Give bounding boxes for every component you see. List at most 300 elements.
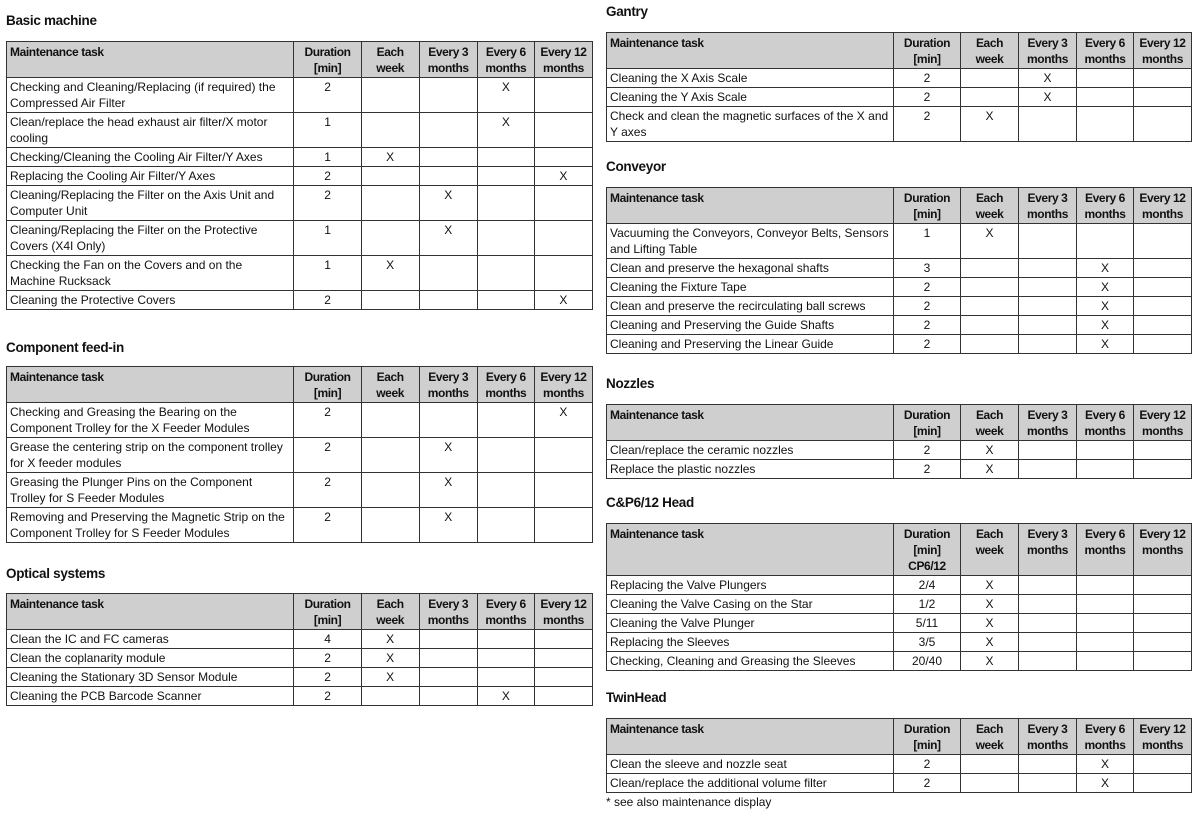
every-6-months-cell	[1077, 595, 1134, 614]
each-week-cell: X	[361, 256, 419, 291]
header-label: months	[542, 386, 584, 400]
task-cell: Cleaning the X Axis Scale	[607, 69, 894, 88]
header-label: [min]	[913, 543, 941, 557]
section-basic-machine	[6, 11, 593, 310]
maintenance-table	[606, 718, 1192, 793]
header-label: Every 6	[485, 45, 526, 59]
every-3-months-cell	[419, 291, 477, 310]
task-cell: Cleaning the Y Axis Scale	[607, 88, 894, 107]
duration-cell: 2	[294, 687, 361, 706]
every-12-months-cell	[534, 687, 592, 706]
duration-cell: 2	[294, 508, 361, 543]
section-title: Gantry	[606, 4, 648, 19]
every-12-months-cell	[534, 148, 592, 167]
task-cell: Cleaning the Fixture Tape	[607, 278, 894, 297]
header-label: Every 3	[1027, 36, 1068, 50]
every-3-months-cell	[419, 167, 477, 186]
duration-cell: 2	[294, 78, 361, 113]
every-6-months-cell	[477, 256, 534, 291]
every-12-months-cell	[1134, 460, 1192, 479]
header-label: months	[1142, 52, 1183, 66]
table-row	[607, 224, 1192, 259]
header-row	[7, 367, 593, 403]
every-3-months-cell	[1019, 335, 1077, 354]
duration-cell: 2	[894, 69, 961, 88]
every-12-months-cell	[534, 508, 592, 543]
header-label: Every 12	[1139, 722, 1186, 736]
table-row	[7, 167, 593, 186]
section-cp-head	[606, 493, 1192, 671]
each-week-cell	[361, 473, 419, 508]
every-3-months-cell	[1019, 259, 1077, 278]
header-label: Every 3	[1027, 527, 1068, 541]
section-title: TwinHead	[606, 690, 667, 705]
every-12-months-cell	[1134, 69, 1192, 88]
task-cell: Cleaning/Replacing the Filter on the Axis Unit and Computer Unit	[7, 186, 294, 221]
task-cell: Removing and Preserving the Magnetic Strip on the Component Trolley for S Feeder Modules	[7, 508, 294, 543]
table-row	[607, 107, 1192, 142]
every-3-months-cell	[419, 256, 477, 291]
table-row	[607, 576, 1192, 595]
header-every-12-months	[1134, 524, 1192, 576]
header-label: [min]	[313, 61, 342, 75]
duration-cell: 3/5	[894, 633, 961, 652]
header-every-12-months	[534, 367, 592, 403]
table-row	[7, 668, 593, 687]
each-week-cell: X	[961, 441, 1019, 460]
section-twinhead	[606, 688, 1192, 809]
footnote: * see also maintenance display	[606, 795, 772, 809]
header-label: [min]	[913, 424, 941, 438]
each-week-cell	[361, 167, 419, 186]
header-label: Maintenance task	[610, 36, 704, 50]
task-cell: Replacing the Sleeves	[607, 633, 894, 652]
duration-cell: 2	[294, 668, 361, 687]
each-week-cell: X	[361, 649, 419, 668]
header-label: Duration	[903, 722, 951, 736]
header-label: Maintenance task	[610, 722, 704, 736]
task-cell: Cleaning the Protective Covers	[7, 291, 294, 310]
header-label: Every 12	[1139, 191, 1186, 205]
every-3-months-cell	[1019, 614, 1077, 633]
duration-cell: 2	[294, 186, 361, 221]
table-row	[607, 278, 1192, 297]
header-label: months	[542, 61, 584, 75]
every-12-months-cell	[1134, 259, 1192, 278]
header-duration	[894, 188, 961, 224]
each-week-cell	[361, 687, 419, 706]
each-week-cell	[961, 755, 1019, 774]
table-row	[607, 316, 1192, 335]
header-label: months	[485, 61, 527, 75]
each-week-cell: X	[961, 460, 1019, 479]
each-week-cell	[361, 291, 419, 310]
header-label: Every 3	[428, 45, 469, 59]
table-row	[607, 614, 1192, 633]
table-row	[7, 630, 593, 649]
header-label: Every 6	[1085, 722, 1125, 736]
duration-cell: 2	[894, 107, 961, 142]
duration-cell: 2	[894, 755, 961, 774]
table-row	[607, 297, 1192, 316]
each-week-cell	[361, 221, 419, 256]
table-row	[7, 221, 593, 256]
header-label: week	[376, 613, 405, 627]
every-6-months-cell	[477, 668, 534, 687]
header-label: months	[1084, 543, 1126, 557]
duration-cell: 4	[294, 630, 361, 649]
every-6-months-cell	[1077, 88, 1134, 107]
header-each-week	[361, 594, 419, 630]
table-row	[7, 256, 593, 291]
every-12-months-cell	[1134, 652, 1192, 671]
every-12-months-cell	[1134, 774, 1192, 793]
header-duration	[294, 42, 361, 78]
header-label: Each	[975, 527, 1004, 541]
header-row	[607, 33, 1192, 69]
every-12-months-cell	[1134, 316, 1192, 335]
table-row	[7, 291, 593, 310]
each-week-cell	[361, 186, 419, 221]
duration-cell: 1/2	[894, 595, 961, 614]
header-each-week	[961, 719, 1019, 755]
every-12-months-cell	[1134, 88, 1192, 107]
table-row	[607, 755, 1192, 774]
header-task	[607, 524, 894, 576]
task-cell: Clean/replace the ceramic nozzles	[607, 441, 894, 460]
every-12-months-cell	[1134, 441, 1192, 460]
every-12-months-cell: X	[534, 291, 592, 310]
header-label: months	[1142, 424, 1183, 438]
task-cell: Greasing the Plunger Pins on the Component Trolley for S Feeder Modules	[7, 473, 294, 508]
header-every-6-months	[477, 594, 534, 630]
table-row	[7, 186, 593, 221]
every-3-months-cell	[419, 687, 477, 706]
header-label: Every 12	[1139, 408, 1186, 422]
every-12-months-cell	[1134, 595, 1192, 614]
every-6-months-cell: X	[1077, 259, 1134, 278]
header-label: week	[975, 52, 1004, 66]
header-label: months	[1027, 738, 1068, 752]
every-12-months-cell	[1134, 335, 1192, 354]
every-3-months-cell	[1019, 441, 1077, 460]
task-cell: Clean and preserve the recirculating ball screws	[607, 297, 894, 316]
header-duration	[294, 594, 361, 630]
table-row	[607, 774, 1192, 793]
task-cell: Cleaning and Preserving the Linear Guide	[607, 335, 894, 354]
header-label: months	[1084, 207, 1126, 221]
table-row	[7, 438, 593, 473]
every-3-months-cell	[1019, 774, 1077, 793]
section-nozzles	[606, 374, 1192, 479]
table-row	[7, 148, 593, 167]
header-label: months	[1027, 52, 1068, 66]
every-6-months-cell	[1077, 441, 1134, 460]
each-week-cell: X	[361, 148, 419, 167]
header-every-3-months	[1019, 405, 1077, 441]
each-week-cell	[361, 508, 419, 543]
each-week-cell	[961, 335, 1019, 354]
section-title: Conveyor	[606, 159, 666, 174]
each-week-cell	[361, 438, 419, 473]
each-week-cell: X	[961, 107, 1019, 142]
every-12-months-cell	[534, 649, 592, 668]
every-12-months-cell	[1134, 633, 1192, 652]
every-3-months-cell	[419, 78, 477, 113]
every-12-months-cell	[1134, 278, 1192, 297]
header-label: months	[1142, 543, 1183, 557]
every-3-months-cell: X	[419, 473, 477, 508]
header-label: months	[427, 61, 469, 75]
every-3-months-cell	[419, 668, 477, 687]
table-row	[7, 78, 593, 113]
header-each-week	[961, 33, 1019, 69]
every-12-months-cell	[534, 186, 592, 221]
header-label: Each	[975, 722, 1004, 736]
every-6-months-cell	[1077, 69, 1134, 88]
every-6-months-cell	[477, 291, 534, 310]
task-cell: Check and clean the magnetic surfaces of the X and Y axes	[607, 107, 894, 142]
table-row	[607, 335, 1192, 354]
each-week-cell: X	[961, 652, 1019, 671]
header-label: Each	[376, 597, 404, 611]
every-6-months-cell: X	[1077, 278, 1134, 297]
header-label: Every 3	[1027, 722, 1068, 736]
header-each-week	[961, 524, 1019, 576]
header-label: Duration	[903, 36, 951, 50]
task-cell: Cleaning/Replacing the Filter on the Protective Covers (X4I Only)	[7, 221, 294, 256]
table-row	[607, 595, 1192, 614]
header-label: months	[1084, 52, 1126, 66]
header-every-6-months	[477, 42, 534, 78]
duration-cell: 2	[894, 297, 961, 316]
every-3-months-cell: X	[419, 221, 477, 256]
every-3-months-cell: X	[419, 438, 477, 473]
header-label: Maintenance task	[10, 45, 104, 59]
duration-cell: 2	[894, 460, 961, 479]
each-week-cell	[961, 259, 1019, 278]
every-12-months-cell	[1134, 297, 1192, 316]
header-label: Maintenance task	[610, 527, 704, 541]
every-3-months-cell	[1019, 652, 1077, 671]
every-3-months-cell: X	[419, 186, 477, 221]
task-cell: Clean the coplanarity module	[7, 649, 294, 668]
table-row	[7, 403, 593, 438]
section-conveyor	[606, 157, 1192, 354]
header-label: Every 12	[1139, 36, 1186, 50]
duration-cell: 2	[294, 473, 361, 508]
header-label: months	[427, 386, 469, 400]
every-6-months-cell	[1077, 224, 1134, 259]
header-label: Each	[975, 408, 1004, 422]
header-label: [min]	[913, 738, 941, 752]
header-every-12-months	[1134, 719, 1192, 755]
header-task	[7, 367, 294, 403]
maintenance-table	[606, 523, 1192, 671]
duration-cell: 1	[294, 148, 361, 167]
header-label: Every 12	[540, 370, 587, 384]
header-label: [min]	[313, 613, 342, 627]
header-each-week	[961, 188, 1019, 224]
header-label: [min]	[313, 386, 342, 400]
header-label: Duration	[304, 370, 351, 384]
header-every-12-months	[1134, 188, 1192, 224]
every-6-months-cell: X	[1077, 774, 1134, 793]
table-row	[7, 508, 593, 543]
every-12-months-cell	[1134, 755, 1192, 774]
header-every-3-months	[419, 42, 477, 78]
header-duration	[894, 33, 961, 69]
table-row	[607, 633, 1192, 652]
header-every-3-months	[419, 594, 477, 630]
header-row	[607, 524, 1192, 576]
every-12-months-cell	[534, 473, 592, 508]
maintenance-table	[606, 187, 1192, 354]
header-label: week	[975, 738, 1004, 752]
table-row	[607, 460, 1192, 479]
header-every-3-months	[1019, 524, 1077, 576]
header-label: Every 12	[540, 597, 587, 611]
header-each-week	[361, 367, 419, 403]
duration-cell: 2	[294, 167, 361, 186]
header-label: Each	[975, 36, 1004, 50]
header-every-3-months	[419, 367, 477, 403]
table-row	[7, 687, 593, 706]
header-every-3-months	[1019, 33, 1077, 69]
task-cell: Checking the Fan on the Covers and on the Machine Rucksack	[7, 256, 294, 291]
maintenance-table	[606, 404, 1192, 479]
every-12-months-cell	[1134, 576, 1192, 595]
header-label: Every 3	[1027, 408, 1068, 422]
every-6-months-cell	[1077, 652, 1134, 671]
header-label: months	[1084, 424, 1126, 438]
header-label: Each	[376, 370, 404, 384]
header-duration	[294, 367, 361, 403]
every-3-months-cell	[1019, 460, 1077, 479]
every-3-months-cell	[1019, 576, 1077, 595]
task-cell: Replacing the Valve Plungers	[607, 576, 894, 595]
header-label: Maintenance task	[10, 370, 104, 384]
header-label: months	[1027, 207, 1068, 221]
every-3-months-cell: X	[1019, 88, 1077, 107]
header-label: Every 6	[485, 597, 526, 611]
every-6-months-cell: X	[477, 78, 534, 113]
task-cell: Cleaning the Valve Casing on the Star	[607, 595, 894, 614]
header-every-12-months	[1134, 405, 1192, 441]
header-row	[607, 188, 1192, 224]
header-row	[607, 405, 1192, 441]
every-3-months-cell	[419, 630, 477, 649]
header-each-week	[361, 42, 419, 78]
table-row	[7, 113, 593, 148]
header-every-12-months	[534, 594, 592, 630]
every-12-months-cell	[534, 221, 592, 256]
header-duration	[894, 405, 961, 441]
header-label: week	[376, 386, 405, 400]
every-6-months-cell	[1077, 576, 1134, 595]
each-week-cell: X	[961, 633, 1019, 652]
duration-cell: 3	[894, 259, 961, 278]
every-3-months-cell	[419, 148, 477, 167]
header-task	[607, 188, 894, 224]
every-6-months-cell	[477, 403, 534, 438]
task-cell: Replacing the Cooling Air Filter/Y Axes	[7, 167, 294, 186]
every-6-months-cell	[1077, 107, 1134, 142]
header-label: Every 12	[540, 45, 587, 59]
table-row	[607, 88, 1192, 107]
header-every-6-months	[1077, 405, 1134, 441]
every-6-months-cell: X	[477, 113, 534, 148]
every-3-months-cell	[1019, 595, 1077, 614]
header-task	[7, 42, 294, 78]
header-label: Each	[376, 45, 404, 59]
header-every-6-months	[1077, 33, 1134, 69]
every-12-months-cell	[1134, 224, 1192, 259]
every-12-months-cell	[534, 630, 592, 649]
every-12-months-cell	[534, 438, 592, 473]
every-12-months-cell: X	[534, 167, 592, 186]
header-label: week	[975, 543, 1004, 557]
header-label: [min]	[913, 52, 941, 66]
header-label: week	[975, 424, 1004, 438]
maintenance-table	[606, 32, 1192, 142]
duration-cell: 1	[894, 224, 961, 259]
section-title: C&P6/12 Head	[606, 495, 694, 510]
task-cell: Vacuuming the Conveyors, Conveyor Belts, Sensors and Lifting Table	[607, 224, 894, 259]
every-6-months-cell: X	[1077, 755, 1134, 774]
maintenance-table	[6, 593, 593, 706]
header-label: [min]	[913, 207, 941, 221]
every-6-months-cell	[477, 148, 534, 167]
header-label: months	[542, 613, 584, 627]
every-3-months-cell	[1019, 316, 1077, 335]
every-12-months-cell	[534, 668, 592, 687]
every-6-months-cell	[477, 167, 534, 186]
header-label: months	[1142, 738, 1183, 752]
header-every-12-months	[1134, 33, 1192, 69]
header-label: Every 6	[1085, 408, 1125, 422]
header-label: Every 6	[1085, 527, 1125, 541]
header-label: months	[1142, 207, 1183, 221]
header-label: Duration	[903, 408, 951, 422]
each-week-cell: X	[961, 614, 1019, 633]
duration-cell: 2	[294, 649, 361, 668]
each-week-cell: X	[961, 224, 1019, 259]
each-week-cell	[361, 78, 419, 113]
header-duration	[894, 719, 961, 755]
header-label: Every 6	[1085, 36, 1125, 50]
header-row	[7, 594, 593, 630]
duration-cell: 2	[894, 88, 961, 107]
every-3-months-cell	[1019, 297, 1077, 316]
each-week-cell: X	[961, 576, 1019, 595]
every-6-months-cell	[477, 630, 534, 649]
task-cell: Clean/replace the additional volume filter	[607, 774, 894, 793]
task-cell: Clean/replace the head exhaust air filter/X motor cooling	[7, 113, 294, 148]
table-row	[7, 473, 593, 508]
duration-cell: 2	[894, 316, 961, 335]
task-cell: Checking and Cleaning/Replacing (if required) the Compressed Air Filter	[7, 78, 294, 113]
duration-cell: 1	[294, 113, 361, 148]
every-6-months-cell	[1077, 633, 1134, 652]
header-label: Maintenance task	[10, 597, 104, 611]
table-row	[7, 649, 593, 668]
every-12-months-cell	[1134, 107, 1192, 142]
section-gantry	[606, 2, 1192, 142]
every-3-months-cell	[1019, 278, 1077, 297]
header-row	[7, 42, 593, 78]
task-cell: Cleaning the Valve Plunger	[607, 614, 894, 633]
